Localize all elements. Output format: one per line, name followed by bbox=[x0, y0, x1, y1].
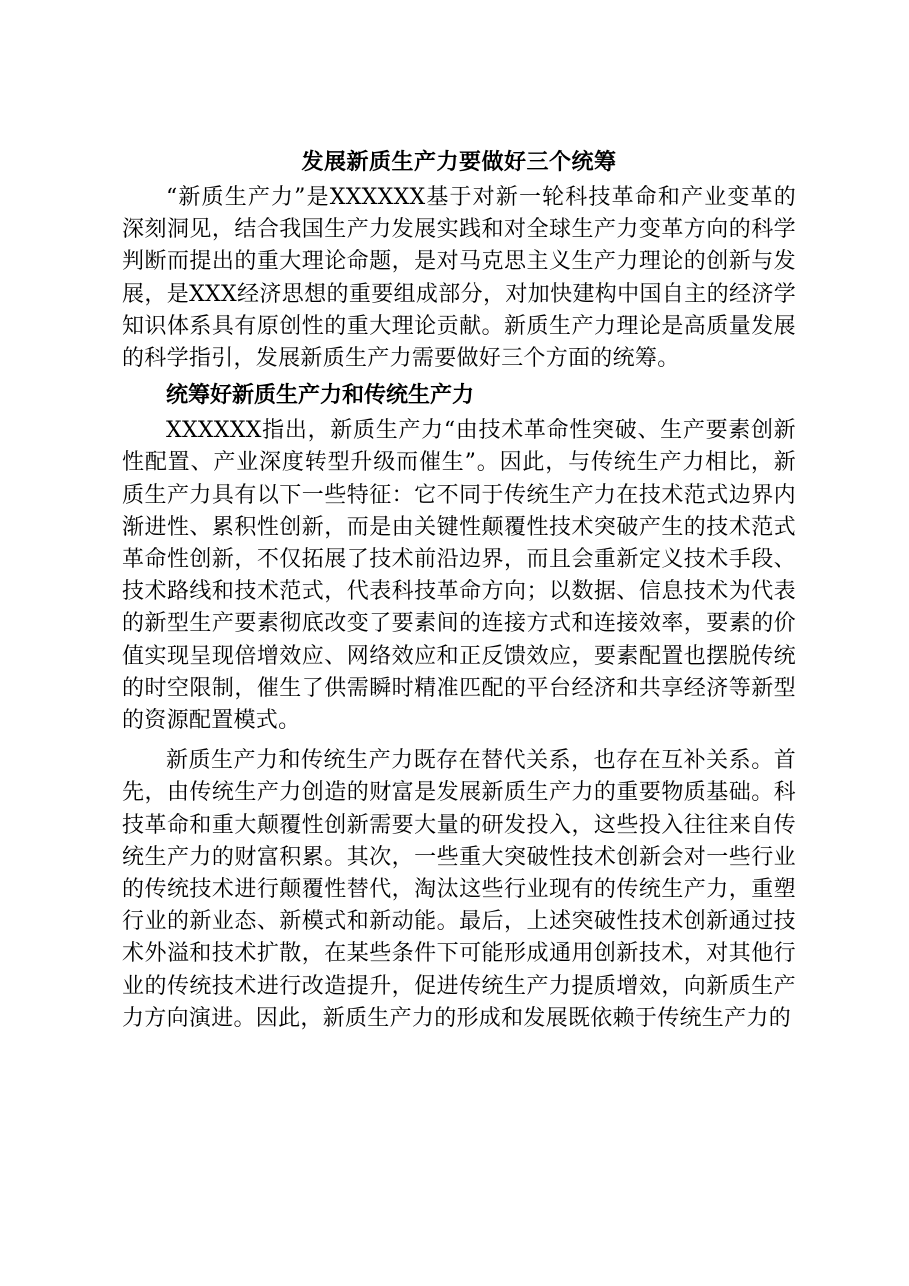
section-1-paragraph-1: XXXXXX指出，新质生产力“由技术革命性突破、生产要素创新性配置、产业深度转型升级而催生”。因此，与传统生产力相比，新质生产力具有以下一些特征：它不同于传统生产力在技术范式边界内渐进性、累积性创新，而是由关键性颠覆性技术突破产生的技术范式革命性创新，不仅拓展了技术前沿边界，而且会重新定义技术手段、技术路线和技术范式，代表科技革命方向；以数据、信息技术为代表的新型生产要素彻底改变了要素间的连接方式和连接效率，要素的价值实现呈现倍增效应、网络效应和正反馈效应，要素配置也摆脱传统的时空限制，催生了供需瞬时精准匹配的平台经济和共享经济等新型的资源配置模式。 bbox=[122, 418, 796, 734]
intro-paragraph: “新质生产力”是XXXXXX基于对新一轮科技革命和产业变革的深刻洞见，结合我国生产力发展实践和对全球生产力变革方向的科学判断而提出的重大理论命题，是对马克思主义生产力理论的创新与发展，是XXX经济思想的重要组成部分，对加快建构中国自主的经济学知识体系具有原创性的重大理论贡献。新质生产力理论是高质量发展的科学指引，发展新质生产力需要做好三个方面的统筹。 bbox=[122, 185, 796, 372]
document-page bbox=[122, 142, 796, 1035]
section-1-paragraph-2: 新质生产力和传统生产力既存在替代关系，也存在互补关系。首先，由传统生产力创造的财富是发展新质生产力的重要物质基础。科技革命和重大颠覆性创新需要大量的研发投入，这些投入往往来自传统生产力的财富积累。其次，一些重大突破性技术创新会对一些行业的传统技术进行颠覆性替代，淘汰这些行业现有的传统生产力，重塑行业的新业态、新模式和新动能。最后，上述突破性技术创新通过技术外溢和技术扩散，在某些条件下可能形成通用创新技术，对其他行业的传统技术进行改造提升，促进传统生产力提质增效，向新质生产力方向演进。因此，新质生产力的形成和发展既依赖于传统生产力的 bbox=[122, 748, 796, 1031]
section-heading-1: 统筹好新质生产力和传统生产力 bbox=[166, 382, 475, 409]
document-title: 发展新质生产力要做好三个统筹 bbox=[301, 149, 617, 175]
